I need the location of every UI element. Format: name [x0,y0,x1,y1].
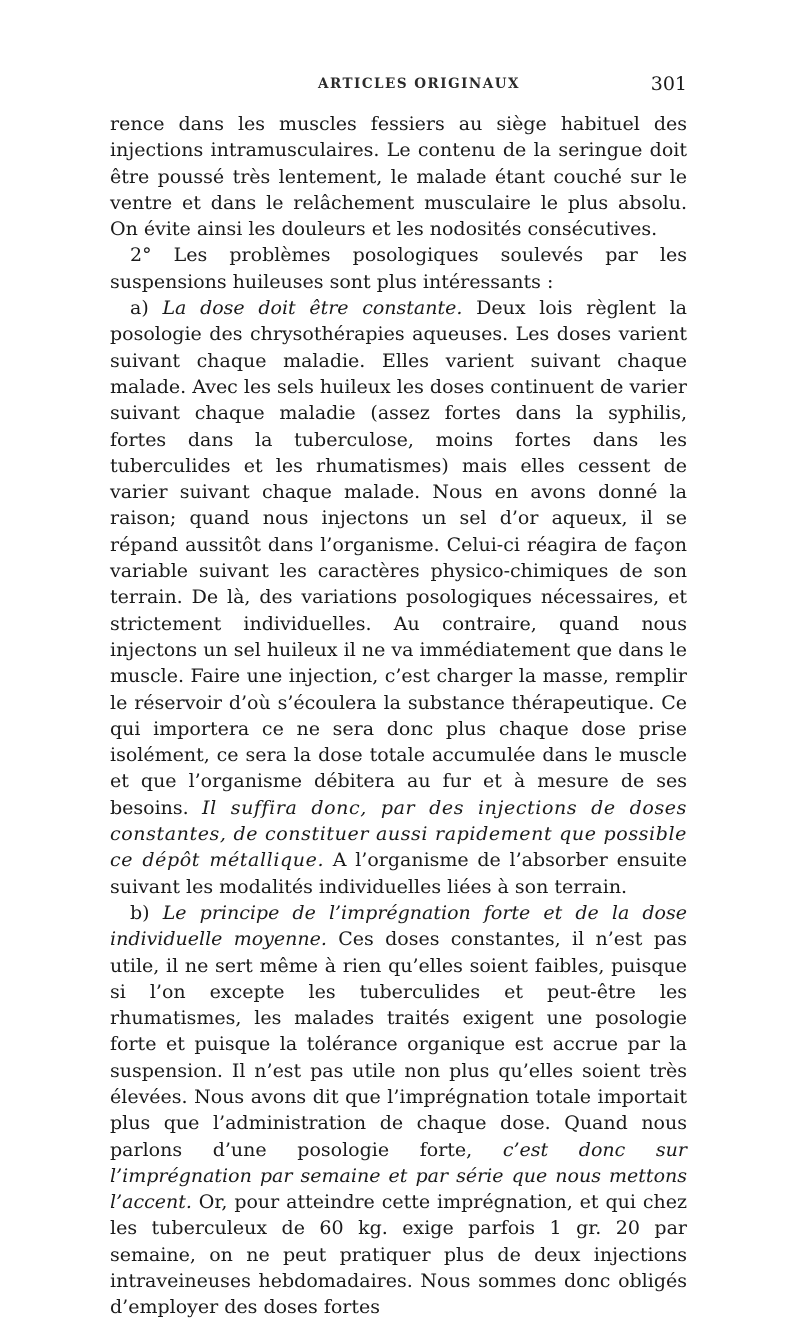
paragraph-a [110,295,687,900]
item-label-a: a) [130,297,163,320]
paragraph-b [110,900,687,1321]
paragraph-section-2: 2° Les problèmes posologiques soulevés par les suspensions huileuses sont plus intéressants : [110,244,687,293]
emphasis-b: c’est donc sur l’imprégnation par semaine et par série que nous mettons l’accent. [110,1138,687,1214]
page-number: 301 [650,73,687,95]
page-header [110,73,687,100]
subheading-b: Le principe de l’imprégnation forte et de la dose individuelle moyenne. [110,901,687,951]
paragraph-a-text: Deux lois règlent la posologie des chrysothérapies aqueuses. Les doses varient suivant chaque maladie. Elles varient suivant chaque malade. Avec les sels huileux les doses continuent de varier suivant chaque maladie (assez fortes dans la syphilis, fortes dans la tuberculose, moins fortes dans les tuberculides et les rhumatismes) mais elles cessent de varier suivant chaque malade. Nous en avons donné la raison; quand nous injectons un sel d’or aqueux, il se répand aussitôt dans l’organisme. Celui-ci réagira de façon variable suivant les caractères physico-chimiques de son terrain. De là, des variations posologiques nécessaires, et strictement individuelles. Au contraire, quand nous injectons un sel huileux il ne va immédiatement que dans le muscle. Faire une injection, c’est charger la masse, remplir le réservoir d’où s’écoulera la substance thérapeutique. Ce qui importera ce ne sera donc plus chaque dose prise isolément, ce sera la dose totale accumulée dans le muscle et que l’organisme débitera au fur et à mesure de ses besoins. [110,297,688,819]
paragraph-b-text-end: Or, pour atteindre cette imprégnation, et qui chez les tuberculeux de 60 kg. exige parfois 1 gr. 20 par semaine, on ne peut pratiquer plus de deux injections intraveineuses hebdomadaires. Nous sommes donc obligés d’employer des doses fortes [110,1191,687,1319]
paragraph-b-text: Ces doses constantes, il n’est pas utile, il ne sert même à rien qu’elles soient faibles, puisque si l’on excepte les tuberculides et peut-être les rhumatismes, les malades traités exigent une posologie forte et puisque la tolérance organique est accrue par la suspension. Il n’est pas utile non plus qu’elles soient très élevées. Nous avons dit que l’imprégnation totale importait plus que l’administration de chaque dose. Quand nous parlons d’une posologie forte, [110,928,687,1161]
subheading-a: La dose doit être constante. [162,297,463,320]
body-text [110,111,687,1321]
paragraph-a-text-end: A l’organisme de l’absorber ensuite suivant les modalités individuelles liées à son terrain. [110,849,688,898]
paragraph-continuation: rence dans les muscles fessiers au siège habituel des injections intramusculaires. Le contenu de la seringue doit être poussé très lentement, le malade étant couché sur le ventre et dans le relâchement musculaire le plus absolu. On évite ainsi les douleurs et les nodosités consécutives. [110,113,687,241]
item-label-b: b) [130,901,163,924]
running-title: ARTICLES ORIGINAUX [318,76,520,92]
emphasis-a: Il suffira donc, par des injections de doses constantes, de constituer aussi rapidement que possible ce dépôt métallique. [110,796,688,872]
